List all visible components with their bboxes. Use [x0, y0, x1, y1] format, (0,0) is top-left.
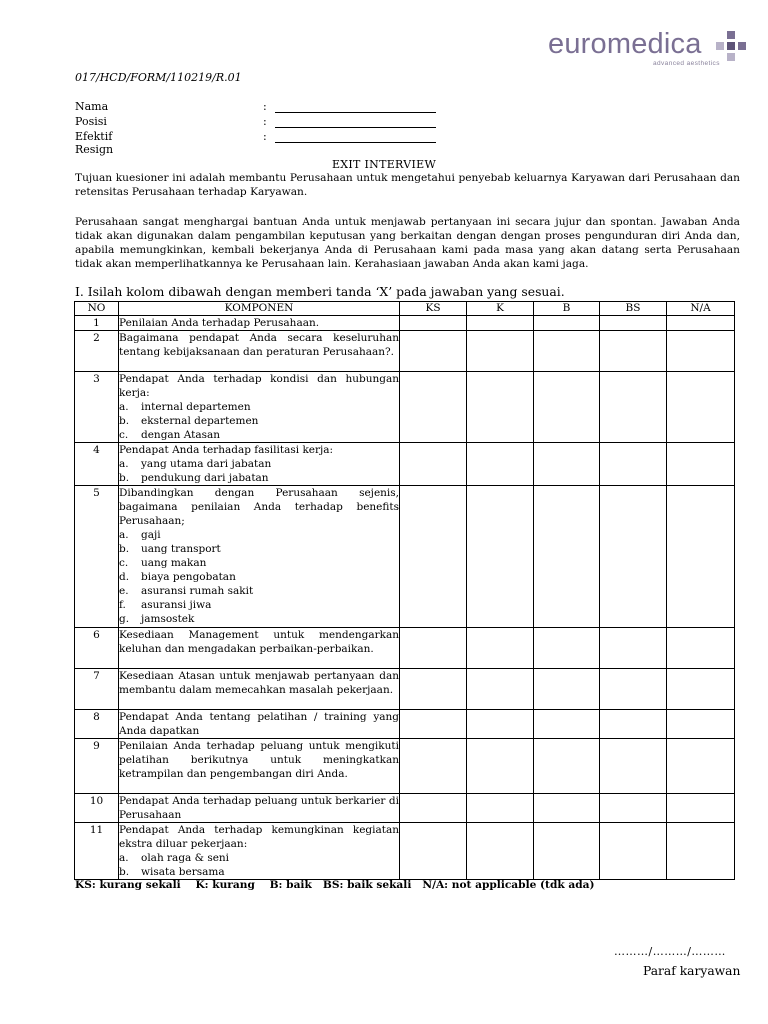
rating-cell-ks[interactable]: [400, 669, 467, 710]
sub-item: [119, 584, 399, 598]
sub-item-marker: b.: [119, 543, 130, 555]
rating-cell-k[interactable]: [467, 372, 534, 443]
row-component: [119, 739, 400, 794]
identity-colon: :: [263, 115, 267, 128]
sub-item-text: internal departemen: [141, 401, 251, 413]
table-row: [75, 486, 735, 628]
row-number: 7: [75, 669, 119, 710]
row-component: [119, 794, 400, 823]
rating-cell-ks[interactable]: [400, 443, 467, 486]
sub-item-text: asuransi jiwa: [141, 599, 212, 611]
sub-item: [119, 457, 399, 471]
row-number: 4: [75, 443, 119, 486]
rating-cell-b[interactable]: [534, 486, 600, 628]
confidentiality-paragraph: Perusahaan sangat menghargai bantuan Anda untuk menjawab pertanyaan ini secara jujur dan spontan. Jawaban Anda tidak akan digunakan dalam pengambilan keputusan yang berkaitan dengan dengan proses pengunduran diri Anda dan, apabila memungkinkan, kembali bekerjanya Anda di Perusahaan kami pada masa yang akan datang serta Perusahaan tidak akan memperlihatkannya ke Perusahaan lain. Kerahasiaan jawaban Anda akan kami jaga.: [75, 216, 740, 271]
table-row: [75, 372, 735, 443]
form-code: 017/HCD/FORM/110219/R.01: [75, 71, 242, 84]
rating-cell-na[interactable]: [667, 628, 735, 669]
table-row: [75, 669, 735, 710]
row-component: [119, 372, 400, 443]
component-text: Penilaian Anda terhadap Perusahaan.: [119, 317, 320, 329]
row-component: [119, 628, 400, 669]
sub-item: [119, 598, 399, 612]
rating-cell-k[interactable]: [467, 316, 534, 331]
identity-colon: :: [263, 100, 267, 113]
rating-cell-ks[interactable]: [400, 823, 467, 880]
rating-cell-k[interactable]: [467, 486, 534, 628]
row-component: [119, 316, 400, 331]
rating-cell-bs[interactable]: [600, 486, 667, 628]
row-number: 1: [75, 316, 119, 331]
sub-item: [119, 851, 399, 865]
component-text: Pendapat Anda terhadap kondisi dan hubungan kerja:: [119, 373, 399, 399]
sub-item: [119, 556, 399, 570]
sub-item-marker: a.: [119, 458, 129, 470]
rating-cell-b[interactable]: [534, 669, 600, 710]
row-component: [119, 486, 400, 628]
rating-cell-b[interactable]: [534, 823, 600, 880]
sub-item-marker: a.: [119, 401, 129, 413]
rating-cell-k[interactable]: [467, 823, 534, 880]
rating-cell-na[interactable]: [667, 486, 735, 628]
sub-item-text: biaya pengobatan: [141, 571, 236, 583]
nama-field[interactable]: [275, 112, 436, 113]
sub-item-text: yang utama dari jabatan: [141, 458, 272, 470]
rating-cell-bs[interactable]: [600, 710, 667, 739]
row-number: 11: [75, 823, 119, 880]
rating-cell-b[interactable]: [534, 739, 600, 794]
rating-cell-k[interactable]: [467, 628, 534, 669]
component-text: Pendapat Anda tentang pelatihan / training yang Anda dapatkan: [119, 711, 399, 737]
header-no: NO: [75, 302, 119, 316]
component-text: Penilaian Anda terhadap peluang untuk mengikuti pelatihan berikutnya untuk meningkatkan ketrampilan dan pengembangan diri Anda.: [119, 740, 399, 780]
rating-cell-ks[interactable]: [400, 628, 467, 669]
sub-item-marker: b.: [119, 472, 130, 484]
sub-item-marker: c.: [119, 557, 129, 569]
rating-cell-b[interactable]: [534, 331, 600, 372]
component-text: Pendapat Anda terhadap kemungkinan kegiatan ekstra diluar pekerjaan:: [119, 824, 399, 850]
sub-item-marker: a.: [119, 852, 129, 864]
sub-item: [119, 612, 399, 626]
row-number: 5: [75, 486, 119, 628]
sub-item-marker: a.: [119, 529, 129, 541]
sub-item-text: uang transport: [141, 543, 221, 555]
sub-item: [119, 865, 399, 879]
rating-cell-k[interactable]: [467, 739, 534, 794]
rating-cell-ks[interactable]: [400, 372, 467, 443]
table-header-row: [75, 302, 735, 316]
sub-item-marker: g.: [119, 613, 130, 625]
document-title: EXIT INTERVIEW: [331, 158, 437, 171]
rating-legend: KS: kurang sekali K: kurang B: baik BS: baik sekali N/A: not applicable (tdk ada): [75, 879, 595, 891]
row-component: [119, 823, 400, 880]
row-number: 2: [75, 331, 119, 372]
efektif-resign-field[interactable]: [275, 142, 436, 143]
component-text: Kesediaan Atasan untuk menjawab pertanyaan dan membantu dalam memecahkan masalah pekerjaan.: [119, 670, 399, 696]
sub-item-text: gaji: [141, 529, 161, 541]
rating-cell-bs[interactable]: [600, 739, 667, 794]
component-text: Kesediaan Management untuk mendengarkan keluhan dan mengadakan perbaikan-perbaikan.: [119, 629, 399, 655]
identity-colon: :: [263, 130, 267, 143]
rating-cell-k[interactable]: [467, 669, 534, 710]
sub-item: [119, 528, 399, 542]
rating-cell-b[interactable]: [534, 710, 600, 739]
component-text: Dibandingkan dengan Perusahaan sejenis, bagaimana penilaian Anda terhadap benefits Perusahaan;: [119, 487, 399, 527]
rating-cell-bs[interactable]: [600, 669, 667, 710]
rating-cell-ks[interactable]: [400, 331, 467, 372]
rating-cell-k[interactable]: [467, 794, 534, 823]
sub-item-text: eksternal departemen: [141, 415, 259, 427]
rating-cell-ks[interactable]: [400, 794, 467, 823]
rating-cell-na[interactable]: [667, 823, 735, 880]
identity-label: Efektif Resign: [75, 130, 114, 156]
table-row: [75, 794, 735, 823]
rating-cell-na[interactable]: [667, 739, 735, 794]
table-row: [75, 739, 735, 794]
logo-tagline: advanced aesthetics: [653, 60, 720, 67]
header-komponen: KOMPONEN: [119, 302, 400, 316]
table-row: [75, 710, 735, 739]
rating-cell-b[interactable]: [534, 443, 600, 486]
rating-cell-k[interactable]: [467, 443, 534, 486]
row-number: 3: [75, 372, 119, 443]
date-line: ………/………/………: [614, 945, 726, 958]
rating-cell-bs[interactable]: [600, 794, 667, 823]
rating-cell-na[interactable]: [667, 316, 735, 331]
header-b: B: [534, 302, 600, 316]
rating-cell-bs[interactable]: [600, 823, 667, 880]
rating-cell-b[interactable]: [534, 316, 600, 331]
intro-paragraph: Tujuan kuesioner ini adalah membantu Perusahaan untuk mengetahui penyebab keluarnya Karyawan dari Perusahaan dan retensitas Perusahaan terhadap Karyawan.: [75, 172, 740, 199]
row-component: [119, 710, 400, 739]
table-row: [75, 443, 735, 486]
component-text: Pendapat Anda terhadap peluang untuk berkarier di Perusahaan: [119, 795, 399, 821]
sub-item-marker: c.: [119, 429, 129, 441]
row-number: 10: [75, 794, 119, 823]
rating-cell-na[interactable]: [667, 669, 735, 710]
sub-item-text: dengan Atasan: [141, 429, 221, 441]
rating-cell-ks[interactable]: [400, 486, 467, 628]
sub-item-marker: b.: [119, 866, 130, 878]
sub-item-text: asuransi rumah sakit: [141, 585, 254, 597]
row-number: 9: [75, 739, 119, 794]
logo-name: euromedica: [548, 28, 702, 60]
table-row: [75, 316, 735, 331]
rating-cell-b[interactable]: [534, 372, 600, 443]
rating-cell-bs[interactable]: [600, 628, 667, 669]
table-row: [75, 331, 735, 372]
rating-cell-ks[interactable]: [400, 739, 467, 794]
table-row: [75, 628, 735, 669]
rating-cell-bs[interactable]: [600, 372, 667, 443]
row-component: [119, 669, 400, 710]
row-component: [119, 443, 400, 486]
posisi-field[interactable]: [275, 127, 436, 128]
identity-label: Posisi: [75, 115, 107, 128]
sub-item-text: jamsostek: [141, 613, 195, 625]
questionnaire-table: [74, 301, 735, 880]
identity-label: Nama: [75, 100, 109, 113]
rating-cell-bs[interactable]: [600, 443, 667, 486]
rating-cell-na[interactable]: [667, 331, 735, 372]
header-na: N/A: [667, 302, 735, 316]
sub-item: [119, 428, 399, 442]
rating-cell-b[interactable]: [534, 628, 600, 669]
company-logo: [548, 28, 748, 72]
rating-cell-na[interactable]: [667, 443, 735, 486]
sub-item-text: wisata bersama: [141, 866, 225, 878]
signature-label: Paraf karyawan: [643, 964, 741, 978]
rating-cell-bs[interactable]: [600, 331, 667, 372]
component-text: Pendapat Anda terhadap fasilitasi kerja:: [119, 444, 334, 456]
row-number: 6: [75, 628, 119, 669]
sub-item-marker: d.: [119, 571, 130, 583]
table-row: [75, 823, 735, 880]
sub-item-marker: b.: [119, 415, 130, 427]
sub-item: [119, 542, 399, 556]
sub-item: [119, 400, 399, 414]
row-component: [119, 331, 400, 372]
rating-cell-na[interactable]: [667, 710, 735, 739]
sub-item: [119, 414, 399, 428]
logo-cross-icon: [716, 31, 746, 61]
instruction-text: I. Isilah kolom dibawah dengan memberi tanda ‘X’ pada jawaban yang sesuai.: [75, 284, 565, 299]
sub-item-marker: e.: [119, 585, 129, 597]
header-ks: KS: [400, 302, 467, 316]
sub-item-text: pendukung dari jabatan: [141, 472, 269, 484]
rating-cell-na[interactable]: [667, 372, 735, 443]
sub-item: [119, 471, 399, 485]
sub-item-marker: f.: [119, 599, 126, 611]
rating-cell-b[interactable]: [534, 794, 600, 823]
rating-cell-k[interactable]: [467, 710, 534, 739]
rating-cell-na[interactable]: [667, 794, 735, 823]
rating-cell-k[interactable]: [467, 331, 534, 372]
row-number: 8: [75, 710, 119, 739]
rating-cell-ks[interactable]: [400, 710, 467, 739]
header-k: K: [467, 302, 534, 316]
rating-cell-bs[interactable]: [600, 316, 667, 331]
component-text: Bagaimana pendapat Anda secara keseluruhan tentang kebijaksanaan dan peraturan Perusahaan?.: [119, 332, 399, 358]
sub-item-text: uang makan: [141, 557, 207, 569]
rating-cell-ks[interactable]: [400, 316, 467, 331]
sub-item-text: olah raga & seni: [141, 852, 230, 864]
header-bs: BS: [600, 302, 667, 316]
sub-item: [119, 570, 399, 584]
